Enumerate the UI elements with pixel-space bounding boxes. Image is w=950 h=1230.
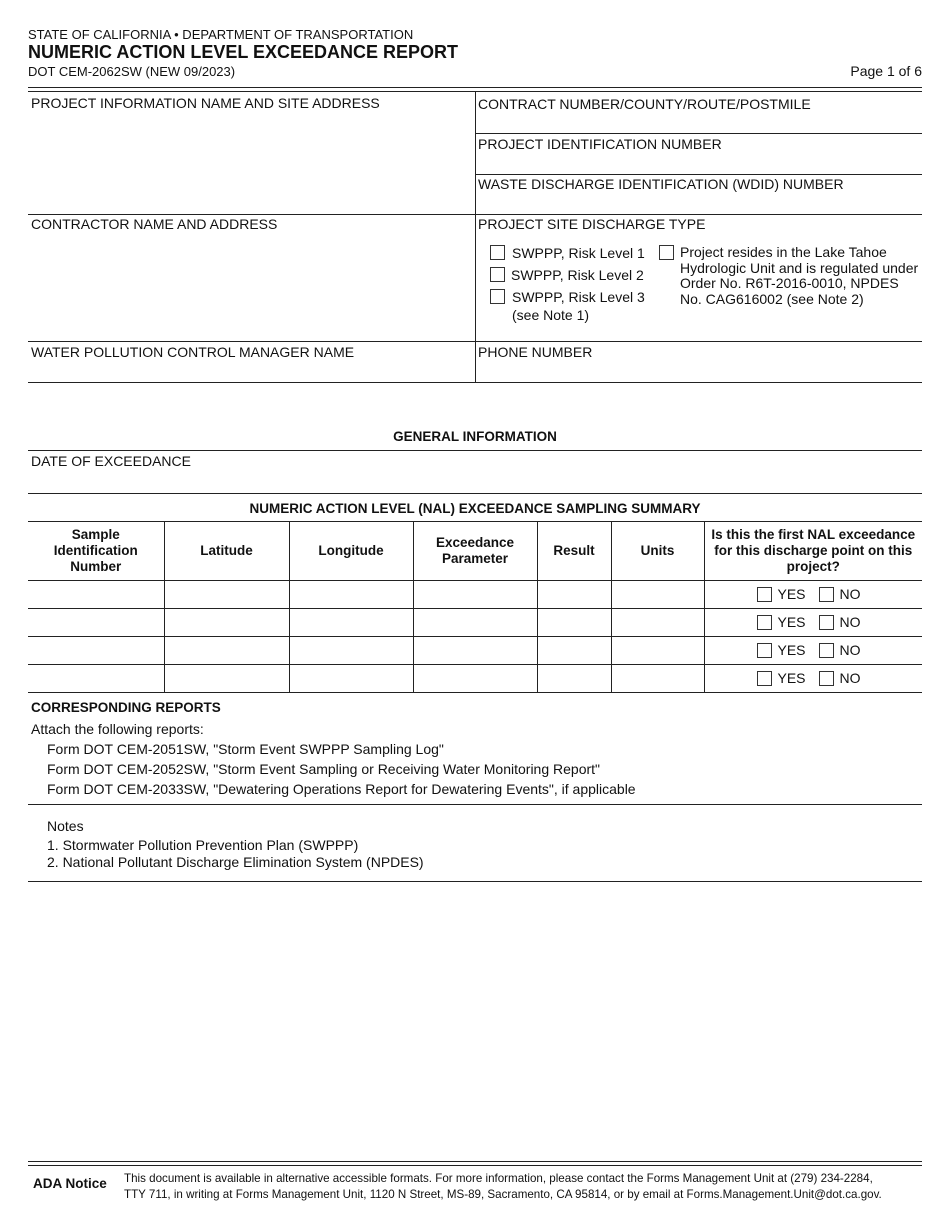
col-result: Result — [537, 522, 611, 581]
no-option[interactable] — [819, 642, 861, 658]
table-row — [28, 581, 922, 609]
row-divider — [28, 341, 922, 342]
first-exceedance-cell — [704, 581, 922, 609]
risk-level-3-label: SWPPP, Risk Level 3 — [512, 289, 645, 305]
ada-notice-label: ADA Notice — [33, 1176, 107, 1191]
risk-level-1-label: SWPPP, Risk Level 1 — [512, 245, 645, 261]
col-longitude: Longitude — [289, 522, 413, 581]
risk-level-3-note: (see Note 1) — [512, 307, 590, 323]
first-exceedance-cell — [704, 609, 922, 637]
phone-field[interactable]: PHONE NUMBER — [478, 344, 593, 360]
first-exceedance-cell — [704, 665, 922, 693]
latitude-cell[interactable] — [164, 637, 289, 665]
wdid-field[interactable]: WASTE DISCHARGE IDENTIFICATION (WDID) NUMBER — [478, 176, 844, 192]
row-divider — [28, 382, 922, 383]
row-divider — [28, 214, 922, 215]
contractor-field[interactable]: CONTRACTOR NAME AND ADDRESS — [31, 216, 278, 232]
date-of-exceedance-field[interactable]: DATE OF EXCEEDANCE — [31, 453, 191, 469]
general-rule — [28, 450, 922, 451]
no-option[interactable] — [819, 586, 861, 602]
yes-checkbox[interactable] — [757, 615, 772, 630]
first-exceedance-cell — [704, 637, 922, 665]
lake-tahoe-line-1: Project resides in the Lake Tahoe — [680, 244, 887, 260]
risk-level-2-label: SWPPP, Risk Level 2 — [511, 267, 644, 283]
col-latitude: Latitude — [164, 522, 289, 581]
no-label: NO — [839, 642, 861, 658]
latitude-cell[interactable] — [164, 665, 289, 693]
no-checkbox[interactable] — [819, 671, 834, 686]
longitude-cell[interactable] — [289, 581, 413, 609]
latitude-cell[interactable] — [164, 581, 289, 609]
units-cell[interactable] — [611, 581, 704, 609]
ada-line-2: TTY 711, in writing at Forms Management Unit, 1120 N Street, MS-89, Sacramento, CA 95814, or by email at Forms.Management.Unit@dot.ca.gov. — [124, 1187, 882, 1201]
note-item: 2. National Pollutant Discharge Elimination System (NPDES) — [47, 854, 424, 870]
parameter-cell[interactable] — [413, 637, 537, 665]
project-info-field[interactable]: PROJECT INFORMATION NAME AND SITE ADDRESS — [31, 95, 380, 111]
lake-tahoe-label — [680, 245, 918, 307]
no-checkbox[interactable] — [819, 615, 834, 630]
longitude-cell[interactable] — [289, 637, 413, 665]
report-item: Form DOT CEM-2052SW, "Storm Event Sampling or Receiving Water Monitoring Report" — [47, 761, 601, 777]
units-cell[interactable] — [611, 637, 704, 665]
table-row — [28, 637, 922, 665]
no-label: NO — [839, 614, 861, 630]
lake-tahoe-line-2: Hydrologic Unit and is regulated under — [680, 259, 919, 276]
table-header-row — [28, 522, 922, 581]
longitude-cell[interactable] — [289, 609, 413, 637]
agency-line: STATE OF CALIFORNIA • DEPARTMENT OF TRANSPORTATION — [28, 27, 414, 42]
col-exceedance-parameter: Exceedance Parameter — [413, 522, 537, 581]
no-label: NO — [839, 586, 861, 602]
reports-rule — [28, 804, 922, 805]
ada-notice-text — [124, 1171, 882, 1202]
notes-heading: Notes — [47, 818, 84, 834]
row-divider — [476, 174, 922, 175]
note-item: 1. Stormwater Pollution Prevention Plan (SWPPP) — [47, 837, 359, 853]
report-item: Form DOT CEM-2033SW, "Dewatering Operations Report for Dewatering Events", if applicable — [47, 781, 636, 797]
footer-rule-2 — [28, 1165, 922, 1166]
yes-label: YES — [777, 670, 806, 686]
ada-line-1: This document is available in alternative accessible formats. For more information, please contact the Forms Management Unit at (279) 234-2284, — [124, 1172, 873, 1185]
general-info-heading: GENERAL INFORMATION — [393, 429, 557, 444]
nal-summary-table — [28, 521, 922, 693]
no-checkbox[interactable] — [819, 587, 834, 602]
column-divider — [475, 92, 476, 382]
lake-tahoe-line-4: No. CAG616002 (see Note 2) — [680, 290, 864, 307]
yes-option[interactable] — [757, 642, 806, 658]
col-sample-id: Sample Identification Number — [28, 522, 164, 581]
parameter-cell[interactable] — [413, 665, 537, 693]
sample-id-cell[interactable] — [28, 609, 164, 637]
table-row — [28, 609, 922, 637]
yes-checkbox[interactable] — [757, 587, 772, 602]
yes-option[interactable] — [757, 614, 806, 630]
no-label: NO — [839, 670, 861, 686]
sample-id-cell[interactable] — [28, 581, 164, 609]
row-divider — [476, 133, 922, 134]
no-option[interactable] — [819, 614, 861, 630]
units-cell[interactable] — [611, 609, 704, 637]
parameter-cell[interactable] — [413, 581, 537, 609]
reports-intro: Attach the following reports: — [31, 721, 204, 737]
project-id-field[interactable]: PROJECT IDENTIFICATION NUMBER — [478, 136, 722, 152]
units-cell[interactable] — [611, 665, 704, 693]
form-title: NUMERIC ACTION LEVEL EXCEEDANCE REPORT — [28, 42, 459, 62]
parameter-cell[interactable] — [413, 609, 537, 637]
general-rule-bottom — [28, 493, 922, 494]
result-cell[interactable] — [537, 665, 611, 693]
no-option[interactable] — [819, 670, 861, 686]
reports-heading: CORRESPONDING REPORTS — [31, 700, 221, 715]
result-cell[interactable] — [537, 637, 611, 665]
yes-option[interactable] — [757, 586, 806, 602]
yes-label: YES — [777, 586, 806, 602]
yes-checkbox[interactable] — [757, 671, 772, 686]
top-rule — [28, 87, 922, 88]
longitude-cell[interactable] — [289, 665, 413, 693]
result-cell[interactable] — [537, 609, 611, 637]
col-units: Units — [611, 522, 704, 581]
yes-option[interactable] — [757, 670, 806, 686]
contract-number-field[interactable]: CONTRACT NUMBER/COUNTY/ROUTE/POSTMILE — [478, 96, 811, 112]
risk-level-2-checkbox[interactable] — [490, 267, 505, 282]
risk-level-1-checkbox[interactable] — [490, 245, 505, 260]
form-number: DOT CEM-2062SW (NEW 09/2023) — [28, 64, 236, 79]
latitude-cell[interactable] — [164, 609, 289, 637]
report-item: Form DOT CEM-2051SW, "Storm Event SWPPP Sampling Log" — [47, 741, 444, 757]
nal-heading: NUMERIC ACTION LEVEL (NAL) EXCEEDANCE SAMPLING SUMMARY — [249, 501, 701, 516]
notes-rule — [28, 881, 922, 882]
col-first-exceedance: Is this the first NAL exceedance for this discharge point on this project? — [704, 522, 922, 581]
yes-label: YES — [777, 642, 806, 658]
discharge-type-label: PROJECT SITE DISCHARGE TYPE — [478, 216, 706, 232]
yes-label: YES — [777, 614, 806, 630]
footer-rule — [28, 1161, 922, 1162]
table-row — [28, 665, 922, 693]
sample-id-cell[interactable] — [28, 637, 164, 665]
page-indicator: Page 1 of 6 — [850, 63, 922, 79]
sample-id-cell[interactable] — [28, 665, 164, 693]
lake-tahoe-line-3: Order No. R6T-2016-0010, NPDES — [680, 275, 899, 291]
yes-checkbox[interactable] — [757, 643, 772, 658]
risk-level-3-checkbox[interactable] — [490, 289, 505, 304]
no-checkbox[interactable] — [819, 643, 834, 658]
result-cell[interactable] — [537, 581, 611, 609]
wpc-manager-field[interactable]: WATER POLLUTION CONTROL MANAGER NAME — [31, 344, 355, 360]
lake-tahoe-checkbox[interactable] — [659, 245, 674, 260]
